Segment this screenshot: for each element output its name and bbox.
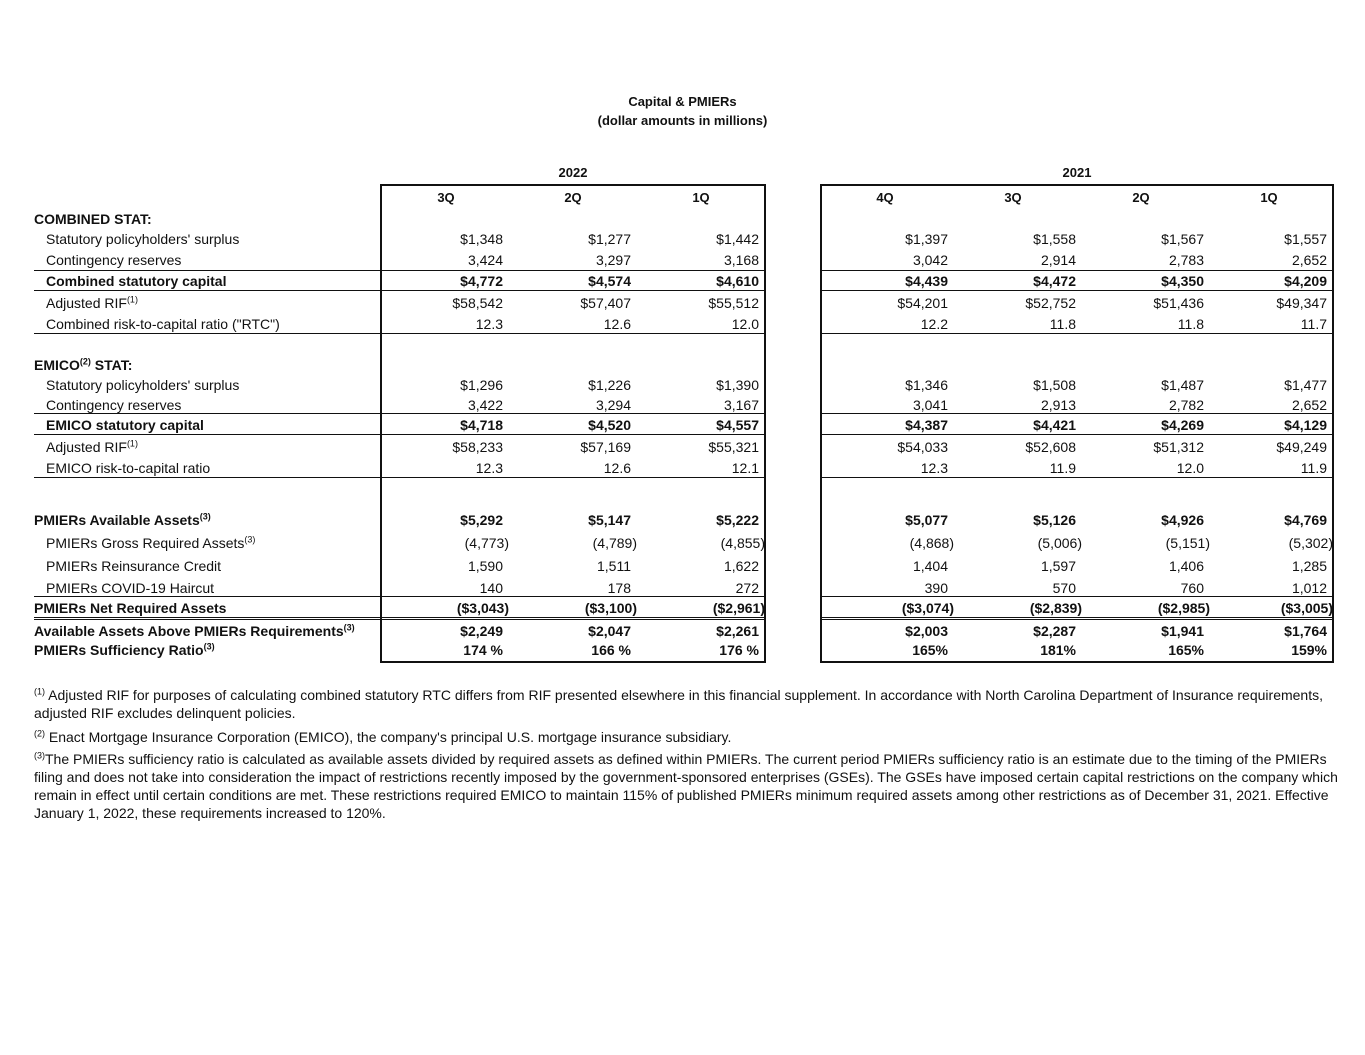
cell-pmiers-gross-required-2022-2q: (4,789) — [592, 535, 637, 551]
cell-emico-adjusted-rif-2021-1q: $49,249 — [1276, 439, 1327, 455]
cell-pmiers-gross-required-2021-4q: (4,868) — [909, 535, 954, 551]
cell-pmiers-sufficiency-ratio-2021-3q: 181% — [1040, 642, 1076, 658]
cell-available-above-requirements-2022-1q: $2,261 — [716, 623, 759, 639]
row-label-pmiers-available-assets: PMIERs Available Assets$^{(3)}$ — [34, 511, 211, 528]
cell-pmiers-sufficiency-ratio-2021-2q: 165% — [1168, 642, 1204, 658]
cell-available-above-requirements-2022-2q: $2,047 — [588, 623, 631, 639]
row-label-pmiers-sufficiency-ratio: PMIERs Sufficiency Ratio$^{(3)}$ — [34, 641, 215, 658]
row-label-pmiers-net-required: PMIERs Net Required Assets — [34, 600, 227, 616]
cell-pmiers-sufficiency-ratio-2022-3q: 174 % — [463, 642, 503, 658]
cell-combined-contingency-2021-3q: 2,914 — [1040, 252, 1076, 268]
cell-available-above-requirements-2021-3q: $2,287 — [1033, 623, 1076, 639]
rule-below-emico-rtc-segment-0 — [34, 477, 380, 478]
cell-emico-contingency-2021-4q: 3,041 — [912, 397, 948, 413]
cell-emico-capital-2021-2q: $4,269 — [1161, 417, 1204, 433]
cell-combined-capital-2021-3q: $4,472 — [1033, 273, 1076, 289]
cell-available-above-requirements-2022-3q: $2,249 — [460, 623, 503, 639]
rule-above-net-required-segment-1 — [380, 596, 766, 597]
cell-combined-adjusted-rif-2021-2q: $51,436 — [1153, 295, 1204, 311]
cell-emico-capital-2021-4q: $4,387 — [905, 417, 948, 433]
cell-emico-contingency-2021-1q: 2,652 — [1291, 397, 1327, 413]
cell-emico-surplus-2021-4q: $1,346 — [905, 377, 948, 393]
cell-combined-rtc-2021-3q: 11.8 — [1049, 316, 1076, 332]
page-title: Capital & PMIERs — [628, 94, 737, 109]
cell-pmiers-net-required-2021-3q: ($2,839) — [1029, 600, 1082, 616]
cell-pmiers-covid-haircut-2022-3q: 140 — [479, 580, 503, 596]
cell-combined-contingency-2021-2q: 2,783 — [1168, 252, 1204, 268]
cell-emico-adjusted-rif-2021-3q: $52,608 — [1025, 439, 1076, 455]
cell-pmiers-gross-required-2021-3q: (5,006) — [1037, 535, 1082, 551]
section-combined-stat: COMBINED STAT: — [34, 211, 152, 227]
cell-emico-capital-2022-1q: $4,557 — [716, 417, 759, 433]
cell-emico-adjusted-rif-2022-2q: $57,169 — [580, 439, 631, 455]
row-label-emico-surplus: Statutory policyholders' surplus — [46, 377, 240, 393]
cell-pmiers-covid-haircut-2022-2q: 178 — [607, 580, 631, 596]
rule-above-combined-capital-segment-1 — [380, 270, 766, 271]
cell-pmiers-available-assets-2021-4q: $5,077 — [905, 512, 948, 528]
row-label-pmiers-gross-required: PMIERs Gross Required Assets$^{(3)}$ — [46, 534, 256, 551]
cell-emico-capital-2021-3q: $4,421 — [1033, 417, 1076, 433]
column-header-2021-3q: 3Q — [1004, 190, 1022, 205]
cell-emico-contingency-2021-2q: 2,782 — [1168, 397, 1204, 413]
footnote-3: $^{(3)}$The PMIERs sufficiency ratio is calculated as available assets divided by required assets as defined within PMIERs. The current period PMIERs sufficiency ratio is an estimate due to the timing of the PMIERs filing and does not take into consideration the impact of restrictions recently imposed by the government-sponsored enterprises (GSEs). The GSEs have imposed certain capital restrictions on the company which remain in effect until certain conditions are met. These restrictions required EMICO to maintain 115% of published PMIERs minimum required assets among other restrictions as of December 31, 2021. Effective January 1, 2022, these requirements increased to 120%. — [34, 750, 1338, 821]
cell-combined-adjusted-rif-2022-1q: $55,512 — [708, 295, 759, 311]
cell-combined-rtc-2021-2q: 11.8 — [1177, 316, 1204, 332]
row-label-combined-capital: Combined statutory capital — [46, 273, 227, 289]
cell-combined-rtc-2022-1q: 12.0 — [731, 316, 759, 332]
rule-below-emico-capital-segment-2 — [820, 434, 1333, 435]
cell-emico-surplus-2022-1q: $1,390 — [716, 377, 759, 393]
cell-emico-rtc-2021-3q: 11.9 — [1049, 460, 1076, 476]
rule-below-net-required-segment-0 — [34, 617, 380, 620]
row-label-emico-contingency: Contingency reserves — [46, 397, 182, 413]
row-label-combined-rtc: Combined risk-to-capital ratio ("RTC") — [46, 316, 280, 332]
footnote-2: $^{(2)}$ Enact Mortgage Insurance Corporation (EMICO), the company's principal U.S. mortgage insurance subsidiary. — [34, 728, 732, 745]
cell-emico-adjusted-rif-2021-4q: $54,033 — [897, 439, 948, 455]
rule-below-combined-rtc-segment-1 — [380, 333, 766, 334]
cell-combined-capital-2022-1q: $4,610 — [716, 273, 759, 289]
cell-pmiers-net-required-2022-3q: ($3,043) — [456, 600, 509, 616]
rule-below-combined-rtc-segment-2 — [820, 333, 1333, 334]
cell-combined-surplus-2022-1q: $1,442 — [716, 231, 759, 247]
section-emico-stat: EMICO$^{(2)}$ STAT: — [34, 356, 133, 373]
cell-combined-contingency-2021-1q: 2,652 — [1291, 252, 1327, 268]
column-header-2022-2q: 2Q — [564, 190, 582, 205]
row-label-pmiers-covid-haircut: PMIERs COVID-19 Haircut — [46, 580, 215, 596]
cell-emico-rtc-2022-1q: 12.1 — [731, 460, 759, 476]
cell-combined-capital-2021-2q: $4,350 — [1161, 273, 1204, 289]
cell-pmiers-covid-haircut-2022-1q: 272 — [735, 580, 759, 596]
rule-below-emico-capital-segment-0 — [34, 434, 380, 435]
cell-combined-capital-2022-2q: $4,574 — [588, 273, 631, 289]
cell-pmiers-available-assets-2022-1q: $5,222 — [716, 512, 759, 528]
cell-combined-rtc-2021-1q: 11.7 — [1300, 316, 1327, 332]
cell-emico-rtc-2021-4q: 12.3 — [920, 460, 948, 476]
column-header-2021-4q: 4Q — [876, 190, 894, 205]
rule-below-emico-rtc-segment-1 — [380, 477, 766, 478]
cell-pmiers-sufficiency-ratio-2021-4q: 165% — [912, 642, 948, 658]
cell-combined-rtc-2021-4q: 12.2 — [920, 316, 948, 332]
footnote-1: $^{(1)}$ Adjusted RIF for purposes of calculating combined statutory RTC differs from RIF presented elsewhere in this financial supplement. In accordance with North Carolina Department of Insurance requirements, adjusted RIF excludes delinquent policies. — [34, 686, 1323, 721]
cell-combined-capital-2021-4q: $4,439 — [905, 273, 948, 289]
rule-above-emico-capital-segment-2 — [820, 413, 1333, 414]
cell-combined-adjusted-rif-2021-4q: $54,201 — [897, 295, 948, 311]
rule-above-emico-capital-segment-1 — [380, 413, 766, 414]
cell-emico-rtc-2021-2q: 12.0 — [1176, 460, 1204, 476]
cell-pmiers-net-required-2021-1q: ($3,005) — [1280, 600, 1333, 616]
cell-emico-rtc-2022-2q: 12.6 — [603, 460, 631, 476]
cell-emico-capital-2021-1q: $4,129 — [1284, 417, 1327, 433]
cell-pmiers-reinsurance-credit-2022-1q: 1,622 — [723, 558, 759, 574]
cell-pmiers-available-assets-2021-1q: $4,769 — [1284, 512, 1327, 528]
rule-below-combined-rtc-segment-0 — [34, 333, 380, 334]
cell-combined-surplus-2022-2q: $1,277 — [588, 231, 631, 247]
year-header-2022: 2022 — [558, 165, 588, 180]
cell-pmiers-available-assets-2021-2q: $4,926 — [1161, 512, 1204, 528]
rule-below-net-required-segment-1 — [380, 617, 766, 620]
cell-combined-contingency-2022-2q: 3,297 — [595, 252, 631, 268]
cell-pmiers-reinsurance-credit-2021-4q: 1,404 — [912, 558, 948, 574]
cell-emico-surplus-2022-3q: $1,296 — [460, 377, 503, 393]
row-label-combined-surplus: Statutory policyholders' surplus — [46, 231, 240, 247]
cell-pmiers-available-assets-2022-2q: $5,147 — [588, 512, 631, 528]
rule-above-combined-capital-segment-2 — [820, 270, 1333, 271]
cell-pmiers-covid-haircut-2021-4q: 390 — [924, 580, 948, 596]
cell-available-above-requirements-2021-1q: $1,764 — [1284, 623, 1327, 639]
cell-combined-contingency-2022-1q: 3,168 — [723, 252, 759, 268]
rule-below-emico-rtc-segment-2 — [820, 477, 1333, 478]
cell-available-above-requirements-2021-2q: $1,941 — [1161, 623, 1204, 639]
cell-combined-adjusted-rif-2022-2q: $57,407 — [580, 295, 631, 311]
cell-pmiers-gross-required-2022-1q: (4,855) — [720, 535, 765, 551]
cell-combined-adjusted-rif-2021-3q: $52,752 — [1025, 295, 1076, 311]
cell-pmiers-reinsurance-credit-2021-1q: 1,285 — [1291, 558, 1327, 574]
cell-combined-adjusted-rif-2022-3q: $58,542 — [452, 295, 503, 311]
cell-pmiers-covid-haircut-2021-1q: 1,012 — [1291, 580, 1327, 596]
cell-combined-contingency-2022-3q: 3,424 — [467, 252, 503, 268]
cell-combined-rtc-2022-2q: 12.6 — [603, 316, 631, 332]
cell-emico-contingency-2022-2q: 3,294 — [595, 397, 631, 413]
cell-emico-surplus-2022-2q: $1,226 — [588, 377, 631, 393]
column-header-2021-2q: 2Q — [1132, 190, 1150, 205]
cell-pmiers-gross-required-2022-3q: (4,773) — [464, 535, 509, 551]
cell-pmiers-net-required-2022-2q: ($3,100) — [584, 600, 637, 616]
cell-combined-capital-2022-3q: $4,772 — [460, 273, 503, 289]
cell-emico-capital-2022-3q: $4,718 — [460, 417, 503, 433]
cell-emico-contingency-2021-3q: 2,913 — [1040, 397, 1076, 413]
cell-available-above-requirements-2021-4q: $2,003 — [905, 623, 948, 639]
row-label-combined-adjusted-rif: Adjusted RIF$^{(1)}$ — [46, 294, 138, 311]
row-label-emico-adjusted-rif: Adjusted RIF$^{(1)}$ — [46, 438, 138, 455]
rule-above-net-required-segment-2 — [820, 596, 1333, 597]
cell-pmiers-net-required-2021-4q: ($3,074) — [901, 600, 954, 616]
rule-below-net-required-segment-2 — [820, 617, 1333, 620]
column-header-2022-1q: 1Q — [692, 190, 710, 205]
page-subtitle: (dollar amounts in millions) — [597, 113, 768, 128]
column-header-2022-3q: 3Q — [437, 190, 455, 205]
rule-above-emico-capital-segment-0 — [34, 413, 380, 414]
cell-combined-surplus-2021-1q: $1,557 — [1284, 231, 1327, 247]
cell-emico-surplus-2021-1q: $1,477 — [1284, 377, 1327, 393]
cell-emico-capital-2022-2q: $4,520 — [588, 417, 631, 433]
cell-combined-surplus-2021-3q: $1,558 — [1033, 231, 1076, 247]
row-label-pmiers-reinsurance-credit: PMIERs Reinsurance Credit — [46, 558, 222, 574]
cell-combined-surplus-2021-2q: $1,567 — [1161, 231, 1204, 247]
cell-emico-adjusted-rif-2022-1q: $55,321 — [708, 439, 759, 455]
cell-emico-adjusted-rif-2021-2q: $51,312 — [1153, 439, 1204, 455]
cell-pmiers-gross-required-2021-2q: (5,151) — [1165, 535, 1210, 551]
cell-emico-contingency-2022-3q: 3,422 — [467, 397, 503, 413]
rule-below-emico-capital-segment-1 — [380, 434, 766, 435]
column-header-2021-1q: 1Q — [1260, 190, 1278, 205]
row-label-combined-contingency: Contingency reserves — [46, 252, 182, 268]
cell-pmiers-sufficiency-ratio-2021-1q: 159% — [1291, 642, 1327, 658]
cell-pmiers-available-assets-2022-3q: $5,292 — [460, 512, 503, 528]
cell-emico-rtc-2021-1q: 11.9 — [1300, 460, 1327, 476]
cell-pmiers-net-required-2021-2q: ($2,985) — [1157, 600, 1210, 616]
rule-below-combined-capital-segment-0 — [34, 290, 380, 291]
cell-pmiers-reinsurance-credit-2021-3q: 1,597 — [1040, 558, 1076, 574]
cell-pmiers-reinsurance-credit-2022-3q: 1,590 — [467, 558, 503, 574]
cell-pmiers-reinsurance-credit-2022-2q: 1,511 — [597, 558, 631, 574]
cell-pmiers-net-required-2022-1q: ($2,961) — [712, 600, 765, 616]
cell-emico-surplus-2021-3q: $1,508 — [1033, 377, 1076, 393]
cell-pmiers-sufficiency-ratio-2022-1q: 176 % — [719, 642, 759, 658]
rule-above-net-required-segment-0 — [34, 596, 380, 597]
row-label-emico-rtc: EMICO risk-to-capital ratio — [46, 460, 211, 476]
cell-pmiers-available-assets-2021-3q: $5,126 — [1033, 512, 1076, 528]
cell-combined-surplus-2021-4q: $1,397 — [905, 231, 948, 247]
row-label-available-above-requirements: Available Assets Above PMIERs Requirements$^{(3)}$ — [34, 622, 355, 639]
cell-combined-contingency-2021-4q: 3,042 — [912, 252, 948, 268]
cell-combined-surplus-2022-3q: $1,348 — [460, 231, 503, 247]
cell-pmiers-covid-haircut-2021-2q: 760 — [1180, 580, 1204, 596]
cell-emico-contingency-2022-1q: 3,167 — [723, 397, 759, 413]
cell-combined-rtc-2022-3q: 12.3 — [475, 316, 503, 332]
rule-below-combined-capital-segment-1 — [380, 290, 766, 291]
row-label-emico-capital: EMICO statutory capital — [46, 417, 204, 433]
cell-pmiers-gross-required-2021-1q: (5,302) — [1288, 535, 1333, 551]
year-header-2021: 2021 — [1062, 165, 1092, 180]
cell-emico-rtc-2022-3q: 12.3 — [475, 460, 503, 476]
cell-pmiers-sufficiency-ratio-2022-2q: 166 % — [591, 642, 631, 658]
cell-pmiers-covid-haircut-2021-3q: 570 — [1052, 580, 1076, 596]
cell-combined-capital-2021-1q: $4,209 — [1284, 273, 1327, 289]
cell-combined-adjusted-rif-2021-1q: $49,347 — [1276, 295, 1327, 311]
rule-below-combined-capital-segment-2 — [820, 290, 1333, 291]
cell-emico-adjusted-rif-2022-3q: $58,233 — [452, 439, 503, 455]
cell-pmiers-reinsurance-credit-2021-2q: 1,406 — [1168, 558, 1204, 574]
rule-above-combined-capital-segment-0 — [34, 270, 380, 271]
cell-emico-surplus-2021-2q: $1,487 — [1161, 377, 1204, 393]
